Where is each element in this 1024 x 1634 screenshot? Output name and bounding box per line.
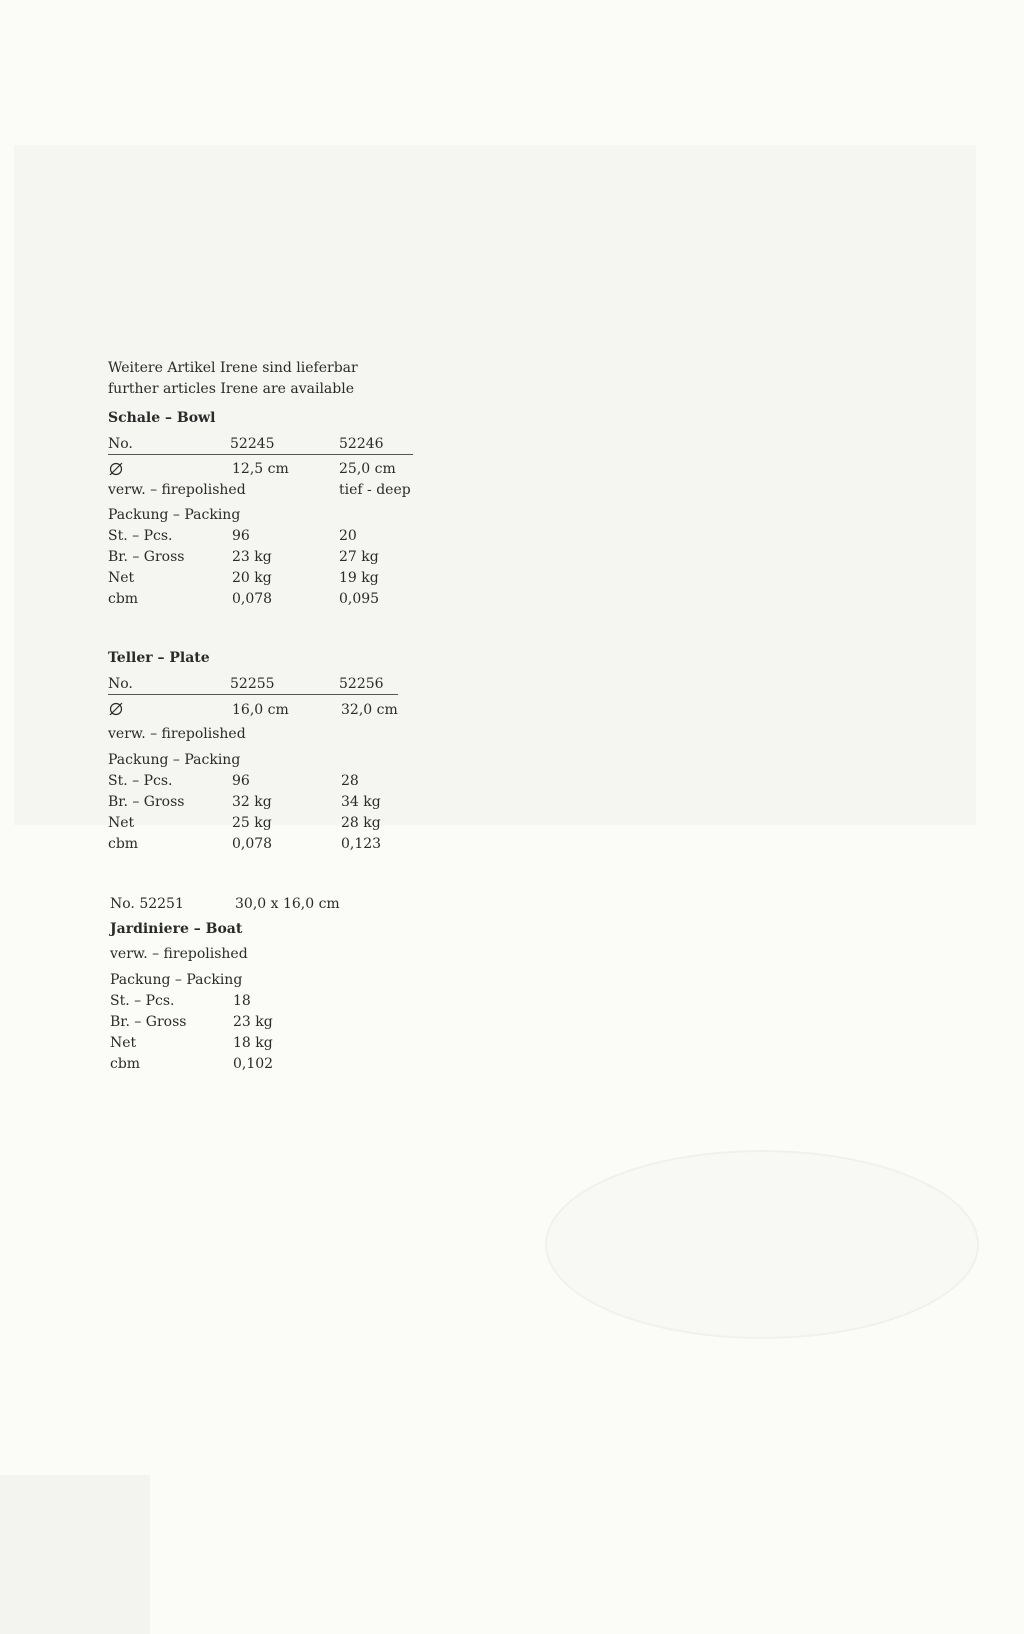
plate-row-col2: 28 kg [341, 815, 381, 831]
plate-header-rule [108, 694, 398, 695]
boat-number: No. 52251 [110, 896, 184, 912]
bowl-row-label: Net [108, 570, 135, 586]
boat-size: 30,0 x 16,0 cm [235, 896, 340, 912]
boat-packing-heading: Packung – Packing [110, 972, 243, 988]
boat-row-col1: 18 [233, 993, 251, 1009]
boat-row-col1: 23 kg [233, 1014, 273, 1030]
boat-row-col1: 18 kg [233, 1035, 273, 1051]
diameter-icon [109, 702, 123, 716]
plate-finish: verw. – firepolished [108, 726, 246, 742]
page-corner-shade [0, 1475, 150, 1634]
bowl-row-label: cbm [108, 591, 139, 607]
plate-row-col2: 0,123 [341, 836, 382, 852]
bowl-heading: Schale – Bowl [108, 410, 216, 426]
boat-finish: verw. – firepolished [110, 946, 248, 962]
plate-row-label: Net [108, 815, 135, 831]
plate-row-col1: 0,078 [232, 836, 273, 852]
boat-row-label: Net [110, 1035, 137, 1051]
bowl-col1-number: 52245 [230, 436, 275, 452]
bowl-row-col1: 23 kg [232, 549, 272, 565]
plate-col1-diameter: 16,0 cm [232, 702, 289, 718]
boat-row-col1: 0,102 [233, 1056, 274, 1072]
bowl-row-col1: 0,078 [232, 591, 273, 607]
plate-row-label: Br. – Gross [108, 794, 185, 810]
bowl-col2-note: tief - deep [339, 482, 411, 498]
bowl-row-col2: 19 kg [339, 570, 379, 586]
plate-col1-number: 52255 [230, 676, 275, 692]
intro-line-1: Weitere Artikel Irene sind lieferbar [108, 360, 358, 376]
diameter-icon [109, 462, 123, 476]
plate-row-col2: 34 kg [341, 794, 381, 810]
bowl-row-col2: 27 kg [339, 549, 379, 565]
bowl-row-label: Br. – Gross [108, 549, 185, 565]
bowl-row-col1: 96 [232, 528, 250, 544]
bowl-no-label: No. [108, 436, 133, 452]
plate-row-col1: 96 [232, 773, 250, 789]
bowl-packing-heading: Packung – Packing [108, 507, 241, 523]
ghost-bowl-image [545, 1150, 979, 1339]
plate-row-col1: 32 kg [232, 794, 272, 810]
plate-row-col2: 28 [341, 773, 359, 789]
plate-no-label: No. [108, 676, 133, 692]
boat-row-label: St. – Pcs. [110, 993, 175, 1009]
plate-col2-number: 52256 [339, 676, 384, 692]
bowl-col2-number: 52246 [339, 436, 384, 452]
intro-line-2: further articles Irene are available [108, 381, 355, 397]
boat-row-label: Br. – Gross [110, 1014, 187, 1030]
plate-heading: Teller – Plate [108, 650, 210, 666]
bowl-finish: verw. – firepolished [108, 482, 246, 498]
boat-row-label: cbm [110, 1056, 141, 1072]
plate-row-col1: 25 kg [232, 815, 272, 831]
bowl-row-col1: 20 kg [232, 570, 272, 586]
plate-packing-heading: Packung – Packing [108, 752, 241, 768]
plate-col2-diameter: 32,0 cm [341, 702, 398, 718]
plate-row-label: cbm [108, 836, 139, 852]
bowl-row-col2: 0,095 [339, 591, 380, 607]
bowl-header-rule [108, 454, 413, 455]
bowl-row-col2: 20 [339, 528, 357, 544]
plate-row-label: St. – Pcs. [108, 773, 173, 789]
bowl-col1-diameter: 12,5 cm [232, 461, 289, 477]
bowl-col2-diameter: 25,0 cm [339, 461, 396, 477]
bowl-row-label: St. – Pcs. [108, 528, 173, 544]
boat-heading: Jardiniere – Boat [110, 921, 243, 937]
